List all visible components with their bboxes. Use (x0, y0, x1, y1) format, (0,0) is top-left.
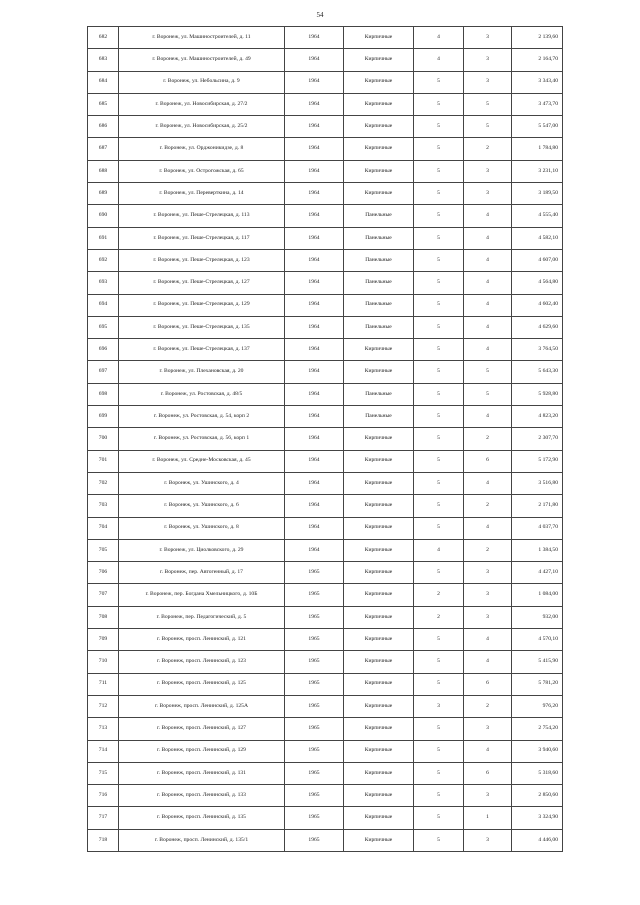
wall-material-cell: Кирпичные (344, 361, 414, 383)
build-year-cell: 1964 (285, 227, 344, 249)
address-cell: г. Воронеж, пер. Педагогический, д. 5 (119, 606, 285, 628)
floor-count-cell: 4 (414, 27, 464, 49)
entrance-count-cell: 4 (464, 472, 512, 494)
wall-material-cell: Кирпичные (344, 807, 414, 829)
address-cell: г. Воронеж, просп. Ленинский, д. 135/1 (119, 829, 285, 851)
floor-count-cell: 5 (414, 651, 464, 673)
floor-count-cell: 5 (414, 316, 464, 338)
table-row (88, 517, 563, 539)
floor-count-cell: 5 (414, 740, 464, 762)
wall-material-cell: Кирпичные (344, 785, 414, 807)
cost-value-cell: 3 940,60 (512, 740, 563, 762)
cost-value-cell: 3 343,40 (512, 71, 563, 93)
entrance-count-cell: 3 (464, 160, 512, 182)
cost-value-cell: 3 231,10 (512, 160, 563, 182)
row-number-cell: 714 (88, 740, 119, 762)
address-cell: г. Воронеж, ул. Пеше-Стрелецкая, д. 135 (119, 316, 285, 338)
table-row (88, 762, 563, 784)
floor-count-cell: 4 (414, 49, 464, 71)
address-cell: г. Воронеж, ул. Переверткина, д. 14 (119, 183, 285, 205)
floor-count-cell: 2 (414, 606, 464, 628)
address-cell: г. Воронеж, просп. Ленинский, д. 135 (119, 807, 285, 829)
address-cell: г. Воронеж, ул. Ушинского, д. 4 (119, 472, 285, 494)
row-number-cell: 688 (88, 160, 119, 182)
wall-material-cell: Панельные (344, 406, 414, 428)
build-year-cell: 1964 (285, 406, 344, 428)
address-cell: г. Воронеж, просп. Ленинский, д. 131 (119, 762, 285, 784)
floor-count-cell: 5 (414, 562, 464, 584)
entrance-count-cell: 5 (464, 361, 512, 383)
row-number-cell: 707 (88, 584, 119, 606)
row-number-cell: 683 (88, 49, 119, 71)
entrance-count-cell: 5 (464, 93, 512, 115)
floor-count-cell: 5 (414, 517, 464, 539)
entrance-count-cell: 2 (464, 428, 512, 450)
build-year-cell: 1965 (285, 785, 344, 807)
row-number-cell: 695 (88, 316, 119, 338)
entrance-count-cell: 2 (464, 539, 512, 561)
row-number-cell: 711 (88, 673, 119, 695)
build-year-cell: 1965 (285, 829, 344, 851)
row-number-cell: 712 (88, 695, 119, 717)
entrance-count-cell: 4 (464, 339, 512, 361)
address-cell: г. Воронеж, ул. Пеше-Стрелецкая, д. 123 (119, 249, 285, 271)
cost-value-cell: 1 384,50 (512, 539, 563, 561)
table-row (88, 807, 563, 829)
wall-material-cell: Кирпичные (344, 183, 414, 205)
row-number-cell: 696 (88, 339, 119, 361)
address-cell: г. Воронеж, ул. Острогожская, д. 65 (119, 160, 285, 182)
table-row (88, 361, 563, 383)
row-number-cell: 708 (88, 606, 119, 628)
floor-count-cell: 5 (414, 138, 464, 160)
table-row (88, 562, 563, 584)
build-year-cell: 1965 (285, 762, 344, 784)
address-cell: г. Воронеж, просп. Ленинский, д. 127 (119, 718, 285, 740)
floor-count-cell: 5 (414, 294, 464, 316)
floor-count-cell: 5 (414, 762, 464, 784)
table-row (88, 428, 563, 450)
entrance-count-cell: 5 (464, 116, 512, 138)
build-year-cell: 1964 (285, 49, 344, 71)
cost-value-cell: 2 171,80 (512, 495, 563, 517)
cost-value-cell: 4 037,70 (512, 517, 563, 539)
address-cell: г. Воронеж, ул. Пеше-Стрелецкая, д. 129 (119, 294, 285, 316)
cost-value-cell: 1 784,80 (512, 138, 563, 160)
entrance-count-cell: 4 (464, 629, 512, 651)
table-row (88, 138, 563, 160)
row-number-cell: 709 (88, 629, 119, 651)
floor-count-cell: 2 (414, 584, 464, 606)
entrance-count-cell: 1 (464, 807, 512, 829)
row-number-cell: 713 (88, 718, 119, 740)
cost-value-cell: 2 850,60 (512, 785, 563, 807)
wall-material-cell: Кирпичные (344, 71, 414, 93)
build-year-cell: 1965 (285, 807, 344, 829)
entrance-count-cell: 4 (464, 517, 512, 539)
entrance-count-cell: 2 (464, 495, 512, 517)
wall-material-cell: Панельные (344, 249, 414, 271)
row-number-cell: 686 (88, 116, 119, 138)
address-cell: г. Воронеж, ул. Пеше-Стрелецкая, д. 117 (119, 227, 285, 249)
build-year-cell: 1964 (285, 93, 344, 115)
wall-material-cell: Кирпичные (344, 160, 414, 182)
cost-value-cell: 3 473,70 (512, 93, 563, 115)
floor-count-cell: 5 (414, 383, 464, 405)
address-cell: г. Воронеж, ул. Ростовская, д. 48/5 (119, 383, 285, 405)
address-cell: г. Воронеж, ул. Ушинского, д. 8 (119, 517, 285, 539)
address-cell: г. Воронеж, просп. Ленинский, д. 125 (119, 673, 285, 695)
table-row (88, 93, 563, 115)
cost-value-cell: 4 427,10 (512, 562, 563, 584)
address-cell: г. Воронеж, просп. Ленинский, д. 133 (119, 785, 285, 807)
row-number-cell: 702 (88, 472, 119, 494)
entrance-count-cell: 4 (464, 272, 512, 294)
row-number-cell: 685 (88, 93, 119, 115)
build-year-cell: 1965 (285, 562, 344, 584)
table-row (88, 183, 563, 205)
wall-material-cell: Кирпичные (344, 495, 414, 517)
floor-count-cell: 5 (414, 361, 464, 383)
wall-material-cell: Кирпичные (344, 539, 414, 561)
row-number-cell: 700 (88, 428, 119, 450)
address-cell: г. Воронеж, ул. Новосибирская, д. 27/2 (119, 93, 285, 115)
wall-material-cell: Кирпичные (344, 606, 414, 628)
cost-value-cell: 5 172,90 (512, 450, 563, 472)
cost-value-cell: 5 928,80 (512, 383, 563, 405)
build-year-cell: 1964 (285, 138, 344, 160)
row-number-cell: 684 (88, 71, 119, 93)
build-year-cell: 1964 (285, 316, 344, 338)
row-number-cell: 701 (88, 450, 119, 472)
row-number-cell: 706 (88, 562, 119, 584)
wall-material-cell: Кирпичные (344, 517, 414, 539)
address-cell: г. Воронеж, пер. Богдана Хмельницкого, д. 10Б (119, 584, 285, 606)
table-row (88, 495, 563, 517)
wall-material-cell: Панельные (344, 316, 414, 338)
wall-material-cell: Панельные (344, 227, 414, 249)
cost-value-cell: 2 139,60 (512, 27, 563, 49)
build-year-cell: 1964 (285, 294, 344, 316)
address-cell: г. Воронеж, просп. Ленинский, д. 123 (119, 651, 285, 673)
cost-value-cell: 976,20 (512, 695, 563, 717)
floor-count-cell: 5 (414, 673, 464, 695)
row-number-cell: 699 (88, 406, 119, 428)
floor-count-cell: 5 (414, 205, 464, 227)
table-row (88, 450, 563, 472)
floor-count-cell: 5 (414, 160, 464, 182)
floor-count-cell: 5 (414, 116, 464, 138)
entrance-count-cell: 4 (464, 227, 512, 249)
cost-value-cell: 5 318,60 (512, 762, 563, 784)
entrance-count-cell: 3 (464, 27, 512, 49)
floor-count-cell: 5 (414, 93, 464, 115)
page-number: 54 (316, 11, 324, 19)
row-number-cell: 691 (88, 227, 119, 249)
floor-count-cell: 3 (414, 695, 464, 717)
cost-value-cell: 2 164,70 (512, 49, 563, 71)
table-row (88, 785, 563, 807)
entrance-count-cell: 3 (464, 718, 512, 740)
wall-material-cell: Кирпичные (344, 740, 414, 762)
cost-value-cell: 5 547,00 (512, 116, 563, 138)
address-cell: г. Воронеж, ул. Орджоникидзе, д. 8 (119, 138, 285, 160)
entrance-count-cell: 4 (464, 294, 512, 316)
wall-material-cell: Панельные (344, 294, 414, 316)
build-year-cell: 1964 (285, 272, 344, 294)
row-number-cell: 693 (88, 272, 119, 294)
wall-material-cell: Кирпичные (344, 27, 414, 49)
entrance-count-cell: 3 (464, 829, 512, 851)
cost-value-cell: 3 324,90 (512, 807, 563, 829)
address-cell: г. Воронеж, ул. Пеше-Стрелецкая, д. 113 (119, 205, 285, 227)
entrance-count-cell: 3 (464, 584, 512, 606)
entrance-count-cell: 3 (464, 606, 512, 628)
cost-value-cell: 3 189,50 (512, 183, 563, 205)
wall-material-cell: Кирпичные (344, 562, 414, 584)
build-year-cell: 1964 (285, 339, 344, 361)
build-year-cell: 1965 (285, 651, 344, 673)
address-cell: г. Воронеж, ул. Ростовская, д. 54, корп 2 (119, 406, 285, 428)
wall-material-cell: Кирпичные (344, 829, 414, 851)
wall-material-cell: Кирпичные (344, 339, 414, 361)
build-year-cell: 1965 (285, 718, 344, 740)
entrance-count-cell: 3 (464, 71, 512, 93)
cost-value-cell: 2 754,20 (512, 718, 563, 740)
entrance-count-cell: 6 (464, 673, 512, 695)
wall-material-cell: Кирпичные (344, 138, 414, 160)
cost-value-cell: 4 629,60 (512, 316, 563, 338)
entrance-count-cell: 4 (464, 316, 512, 338)
wall-material-cell: Кирпичные (344, 584, 414, 606)
table-row (88, 272, 563, 294)
build-year-cell: 1965 (285, 584, 344, 606)
row-number-cell: 692 (88, 249, 119, 271)
cost-value-cell: 4 564,80 (512, 272, 563, 294)
floor-count-cell: 5 (414, 71, 464, 93)
cost-value-cell: 1 084,00 (512, 584, 563, 606)
table-row (88, 160, 563, 182)
entrance-count-cell: 4 (464, 651, 512, 673)
build-year-cell: 1964 (285, 539, 344, 561)
wall-material-cell: Кирпичные (344, 695, 414, 717)
cost-value-cell: 3 516,80 (512, 472, 563, 494)
table-row (88, 294, 563, 316)
building-registry-table (87, 26, 563, 852)
build-year-cell: 1964 (285, 361, 344, 383)
wall-material-cell: Кирпичные (344, 718, 414, 740)
wall-material-cell: Кирпичные (344, 93, 414, 115)
build-year-cell: 1964 (285, 183, 344, 205)
address-cell: г. Воронеж, ул. Машиностроителей, д. 11 (119, 27, 285, 49)
floor-count-cell: 5 (414, 829, 464, 851)
build-year-cell: 1964 (285, 205, 344, 227)
address-cell: г. Воронеж, ул. Новосибирская, д. 25/2 (119, 116, 285, 138)
address-cell: г. Воронеж, ул. Циолковского, д. 29 (119, 539, 285, 561)
table-row (88, 829, 563, 851)
table-row (88, 316, 563, 338)
table-row (88, 740, 563, 762)
floor-count-cell: 4 (414, 539, 464, 561)
entrance-count-cell: 2 (464, 138, 512, 160)
wall-material-cell: Кирпичные (344, 472, 414, 494)
floor-count-cell: 5 (414, 718, 464, 740)
row-number-cell: 716 (88, 785, 119, 807)
address-cell: г. Воронеж, ул. Ушинского, д. 6 (119, 495, 285, 517)
floor-count-cell: 5 (414, 183, 464, 205)
entrance-count-cell: 6 (464, 762, 512, 784)
row-number-cell: 689 (88, 183, 119, 205)
row-number-cell: 717 (88, 807, 119, 829)
floor-count-cell: 5 (414, 249, 464, 271)
floor-count-cell: 5 (414, 339, 464, 361)
floor-count-cell: 5 (414, 450, 464, 472)
cost-value-cell: 5 643,30 (512, 361, 563, 383)
build-year-cell: 1964 (285, 472, 344, 494)
floor-count-cell: 5 (414, 629, 464, 651)
cost-value-cell: 5 415,90 (512, 651, 563, 673)
wall-material-cell: Кирпичные (344, 651, 414, 673)
floor-count-cell: 5 (414, 785, 464, 807)
build-year-cell: 1964 (285, 495, 344, 517)
wall-material-cell: Кирпичные (344, 450, 414, 472)
address-cell: г. Воронеж, просп. Ленинский, д. 129 (119, 740, 285, 762)
wall-material-cell: Кирпичные (344, 116, 414, 138)
entrance-count-cell: 4 (464, 205, 512, 227)
build-year-cell: 1964 (285, 428, 344, 450)
entrance-count-cell: 4 (464, 249, 512, 271)
table-row (88, 116, 563, 138)
wall-material-cell: Панельные (344, 205, 414, 227)
registry-body (88, 27, 563, 852)
build-year-cell: 1965 (285, 629, 344, 651)
row-number-cell: 690 (88, 205, 119, 227)
floor-count-cell: 5 (414, 472, 464, 494)
row-number-cell: 682 (88, 27, 119, 49)
address-cell: г. Воронеж, ул. Плехановская, д. 20 (119, 361, 285, 383)
entrance-count-cell: 5 (464, 383, 512, 405)
address-cell: г. Воронеж, ул. Небольсина, д. 9 (119, 71, 285, 93)
row-number-cell: 698 (88, 383, 119, 405)
cost-value-cell: 4 570,10 (512, 629, 563, 651)
row-number-cell: 710 (88, 651, 119, 673)
entrance-count-cell: 3 (464, 562, 512, 584)
row-number-cell: 705 (88, 539, 119, 561)
build-year-cell: 1964 (285, 160, 344, 182)
cost-value-cell: 3 764,50 (512, 339, 563, 361)
floor-count-cell: 5 (414, 428, 464, 450)
table-row (88, 71, 563, 93)
row-number-cell: 697 (88, 361, 119, 383)
table-row (88, 539, 563, 561)
floor-count-cell: 5 (414, 406, 464, 428)
table-row (88, 227, 563, 249)
wall-material-cell: Кирпичные (344, 629, 414, 651)
cost-value-cell: 4 446,00 (512, 829, 563, 851)
table-row (88, 49, 563, 71)
cost-value-cell: 4 823,20 (512, 406, 563, 428)
row-number-cell: 694 (88, 294, 119, 316)
cost-value-cell: 4 607,00 (512, 249, 563, 271)
table-row (88, 606, 563, 628)
floor-count-cell: 5 (414, 272, 464, 294)
address-cell: г. Воронеж, ул. Машиностроителей, д. 49 (119, 49, 285, 71)
row-number-cell: 715 (88, 762, 119, 784)
table-row (88, 472, 563, 494)
wall-material-cell: Кирпичные (344, 762, 414, 784)
wall-material-cell: Панельные (344, 272, 414, 294)
entrance-count-cell: 3 (464, 49, 512, 71)
build-year-cell: 1965 (285, 695, 344, 717)
cost-value-cell: 4 602,40 (512, 294, 563, 316)
wall-material-cell: Кирпичные (344, 49, 414, 71)
cost-value-cell: 4 582,10 (512, 227, 563, 249)
table-row (88, 651, 563, 673)
address-cell: г. Воронеж, ул. Пеше-Стрелецкая, д. 127 (119, 272, 285, 294)
table-row (88, 205, 563, 227)
table-row (88, 584, 563, 606)
cost-value-cell: 4 555,40 (512, 205, 563, 227)
build-year-cell: 1964 (285, 71, 344, 93)
table-row (88, 695, 563, 717)
entrance-count-cell: 3 (464, 785, 512, 807)
entrance-count-cell: 4 (464, 406, 512, 428)
table-row (88, 718, 563, 740)
build-year-cell: 1965 (285, 740, 344, 762)
build-year-cell: 1964 (285, 450, 344, 472)
cost-value-cell: 932,00 (512, 606, 563, 628)
cost-value-cell: 2 307,70 (512, 428, 563, 450)
table-row (88, 383, 563, 405)
address-cell: г. Воронеж, ул. Ростовская, д. 56, корп 1 (119, 428, 285, 450)
wall-material-cell: Панельные (344, 383, 414, 405)
row-number-cell: 687 (88, 138, 119, 160)
entrance-count-cell: 6 (464, 450, 512, 472)
table-row (88, 339, 563, 361)
wall-material-cell: Кирпичные (344, 428, 414, 450)
floor-count-cell: 5 (414, 495, 464, 517)
table-row (88, 673, 563, 695)
table-row (88, 27, 563, 49)
address-cell: г. Воронеж, ул. Пеше-Стрелецкая, д. 137 (119, 339, 285, 361)
address-cell: г. Воронеж, просп. Ленинский, д. 125А (119, 695, 285, 717)
build-year-cell: 1965 (285, 673, 344, 695)
build-year-cell: 1964 (285, 517, 344, 539)
entrance-count-cell: 2 (464, 695, 512, 717)
build-year-cell: 1964 (285, 249, 344, 271)
cost-value-cell: 5 781,20 (512, 673, 563, 695)
row-number-cell: 703 (88, 495, 119, 517)
row-number-cell: 718 (88, 829, 119, 851)
wall-material-cell: Кирпичные (344, 673, 414, 695)
table-row (88, 249, 563, 271)
build-year-cell: 1964 (285, 27, 344, 49)
build-year-cell: 1965 (285, 606, 344, 628)
address-cell: г. Воронеж, ул. Средне-Московская, д. 45 (119, 450, 285, 472)
entrance-count-cell: 4 (464, 740, 512, 762)
build-year-cell: 1964 (285, 383, 344, 405)
table-row (88, 629, 563, 651)
address-cell: г. Воронеж, пер. Автогенный, д. 17 (119, 562, 285, 584)
build-year-cell: 1964 (285, 116, 344, 138)
table-row (88, 406, 563, 428)
floor-count-cell: 5 (414, 227, 464, 249)
address-cell: г. Воронеж, просп. Ленинский, д. 121 (119, 629, 285, 651)
floor-count-cell: 5 (414, 807, 464, 829)
row-number-cell: 704 (88, 517, 119, 539)
entrance-count-cell: 3 (464, 183, 512, 205)
